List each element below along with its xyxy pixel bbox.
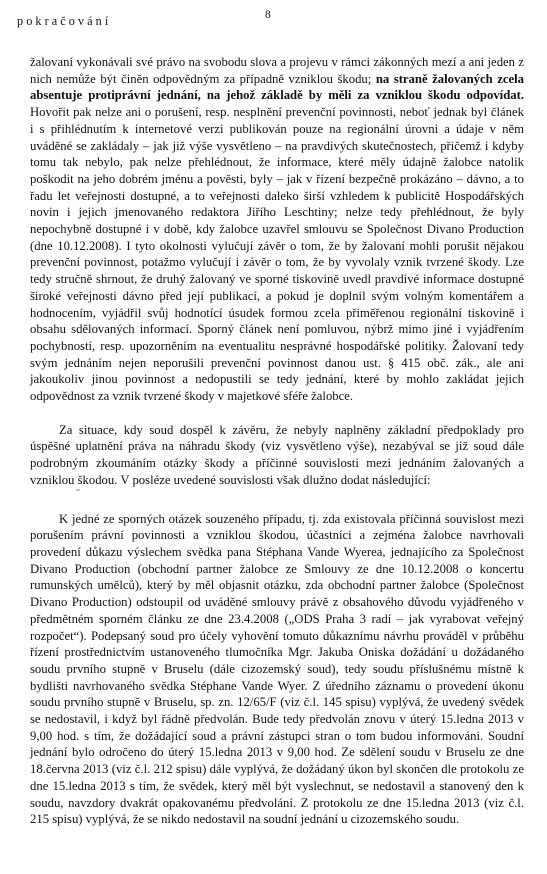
page-number: 8 (265, 9, 271, 21)
paragraph-1-text: žalovaní vykonávali své právo na svobodu slova a projevu v rámci zákonných mezí a ani jeden z nich nemůže být činěn odpovědným za případně vzniklou škodu; (30, 55, 524, 86)
paragraph-2 (30, 422, 524, 489)
paragraph-2-text: Za situace, kdy soud dospěl k závěru, že nebyly naplněny základní předpoklady pro úspěšné uplatnění práva na náhradu škody (viz vysvětleno výše), nezabýval se již soud dále podrobným zkoumáním otázky škody a příčinné souvislosti mezi jednáním žalovaných a vzniklou škodou. V posléze uvedené souvislosti však dlužno dodat následující: (30, 422, 524, 487)
document-body (30, 54, 524, 828)
paragraph-1-bold-text: na straně žalovaných zcela absentuje protiprávní jednání, na jehož základě by měli za vzniklou škodu odpovídat. (30, 71, 525, 103)
running-head: pokračování (17, 14, 112, 28)
paragraph-3 (30, 511, 524, 828)
paragraph-1-text-cont: Hovořit pak nelze ani o porušení, resp. nesplnění prevenční povinnosti, neboť jednak byl článek i s přihlédnutím k internetové verzi publikován pouze na regionální úrovni a údaje v něm uváděné se zakládaly – jak již výše vysvětleno – na pravdivých skutečnostech, přičemž i kdyby tomu tak nebylo, pak nelze přehlédnout, že informace, které měly údajně žalobce natolik poškodit na jeho dobrém jménu a pověsti, byly – jak v řízení bezpečně prokázáno – dávno, a to řadu let veřejnosti dostupné, a to veřejnosti daleko širší vzhledem k publicitě Hospodářských novin i jejich jmenovaného redaktora Jiřího Leschtiny; nelze tedy přehlédnout, že byly nepochybně dostupné i v době, kdy žalobce uzavřel smlouvu se Společnost Divano Production (dne 10.12.2008). I tyto okolnosti vylučují závěr o tom, že by žalovaní mohli porušit nějakou prevenční povinnost, potažmo vylučují i závěr o tom, že by vyvolaly vznik tvrzené škody. Lze tedy stručně shrnout, že druhý žalovaný ve sporné tiskovině uvedl pravdivé informace dostupné široké veřejnosti dávno před její publikací, a pokud je doplnil svým volným komentářem a hodnocením, vyjádřil svůj hodnotící úsudek formou zcela přiměřenou regionální tiskovině i obsahu sdělovaných informací. Sporný článek není pomluvou, nýbrž mimo jiné i vyjádřením pochybností, resp. upozorněním na eventualitu nesprávné hospodářské politiky. Žalovaní tedy svým jednáním nejen neporušili prevenční povinnost danou ust. § 415 obč. zák., ale ani jakoukoliv jinou povinnost a nedopustili se tedy jednání, které by mohlo zakládat jejich odpovědnost za vznik tvrzené škody v majetkové sféře žalobce. (30, 105, 524, 404)
paragraph-1 (30, 54, 524, 405)
page-header (17, 9, 530, 30)
paragraph-3-text: K jedné ze sporných otázek souzeného případu, tj. zda existovala příčinná souvislost mezi porušením právní povinnosti a vzniklou škodou, účastníci a zejména žalobce navrhovali provedení důkazu výslechem svědka pana Stéphana Vande Wyerea, jednajícího za Společnost Divano Production (obchodní partner žalobce ze Smlouvy ze dne 10.12.2008 o koncertu rumunských umělců), který by měl objasnit otázku, zda obchodní partner žalobce (Společnost Divano Production) odstoupil od uváděné smlouvy právě z obsahového důvodu vyjádřeného v předmětném sporném článku ze dne 23.4.2008 („ODS Praha 3 radí – jak vyrabovat veřejný rozpočet“). Podepsaný soud pro účely vyhovění tomuto důkaznímu návrhu prováděl v průběhu řízení prostřednictvím ustanoveného tlumočníka Mgr. Jakuba Oniska dožádání u dožádaného soudu prvního stupně v Bruselu (dále cizozemský soud), tedy soudu příslušnému místně k bydlišti navrhovaného svědka Stéphane Vande Wyer. Z úředního záznamu o provedení úkonu soudu prvního stupně v Bruselu, sp. zn. 12/65/F (viz č.l. 145 spisu) vyplývá, že uvedený svědek se nedostavil, i když byl řádně předvolán. Bude tedy předvolán znovu v úterý 15.ledna 2013 v 9,00 hod. s tím, že dožádající soud a právní zástupci stran o tom budou informováni. Soudní jednání bylo odročeno do úterý 15.ledna 2013 v 9,00 hod. Ze sdělení soudu v Bruselu ze dne 18.června 2013 (viz č.l. 212 spisu) dále vyplývá, že dožádaný úkon byl skončen dle protokolu ze dne 15.ledna 2013 s tím, že svědek, který měl být vyslechnut, se nedostavil a stanovený den k soudu, navzdory dvakrát opakovanému předvolání. Z protokolu ze dne 15.ledna 2013 (viz č.l. 215 spisu) vyplývá, že se nikdo nedostavil na soudní jednání u cizozemského soudu. (30, 511, 524, 827)
stray-mark: " (76, 487, 81, 499)
